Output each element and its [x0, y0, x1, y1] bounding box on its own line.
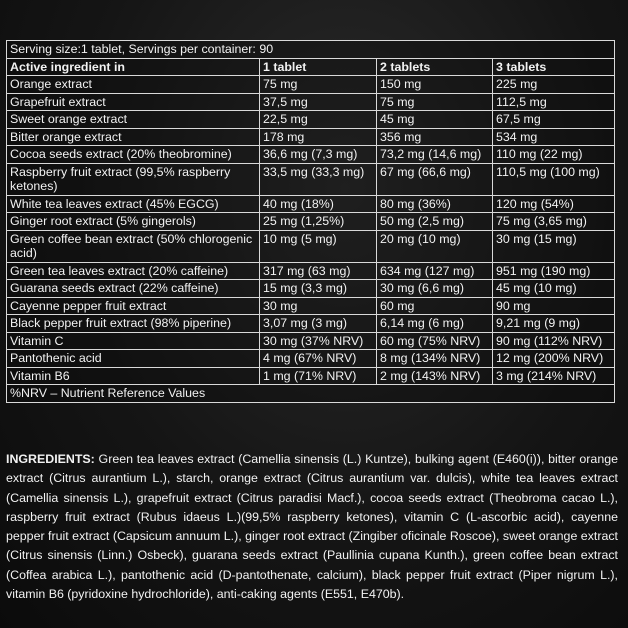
- amount-2-tablets: 73,2 mg (14,6 mg): [377, 146, 493, 164]
- amount-3-tablets: 112,5 mg: [493, 93, 615, 111]
- table-row: [7, 195, 615, 213]
- table-row: [7, 297, 615, 315]
- amount-1-tablet: 1 mg (71% NRV): [260, 367, 377, 385]
- amount-1-tablet: 10 mg (5 mg): [260, 230, 377, 262]
- ingredient-name: Green tea leaves extract (20% caffeine): [7, 262, 260, 280]
- amount-1-tablet: 33,5 mg (33,3 mg): [260, 163, 377, 195]
- ingredient-name: Bitter orange extract: [7, 128, 260, 146]
- supplement-facts-panel: [6, 40, 614, 403]
- footnote: %NRV – Nutrient Reference Values: [7, 385, 615, 403]
- amount-3-tablets: 3 mg (214% NRV): [493, 367, 615, 385]
- amount-1-tablet: 15 mg (3,3 mg): [260, 280, 377, 298]
- amount-2-tablets: 20 mg (10 mg): [377, 230, 493, 262]
- amount-1-tablet: 178 mg: [260, 128, 377, 146]
- amount-1-tablet: 317 mg (63 mg): [260, 262, 377, 280]
- amount-2-tablets: 2 mg (143% NRV): [377, 367, 493, 385]
- table-row: [7, 146, 615, 164]
- amount-2-tablets: 150 mg: [377, 76, 493, 94]
- amount-2-tablets: 80 mg (36%): [377, 195, 493, 213]
- table-row: [7, 315, 615, 333]
- amount-2-tablets: 6,14 mg (6 mg): [377, 315, 493, 333]
- ingredient-name: Vitamin B6: [7, 367, 260, 385]
- table-row: [7, 213, 615, 231]
- ingredients-text: Green tea leaves extract (Camellia sinensis (L.) Kuntze), bulking agent (E460(i)), bitter orange extract (Citrus aurantium L.), starch, orange extract (Citrus aurantium var. dulcis), white tea leaves extract (Camellia sinensis L.), grapefruit extract (Citrus paradisi Macf.), cocoa seeds extract (Theobroma cacao L.), raspberry fruit extract (Rubus idaeus L.)(99,5% raspberry ketones), vitamin C (L-ascorbic acid), cayenne pepper fruit extract (Capsicum annuum L.), ginger root extract (Zingiber oficinale Roscoe), sweet orange extract (Citrus sinensis (Linn.) Osbeck), guarana seeds extract (Paullinia cupana Kunth.), green coffee bean extract (Coffea arabica L.), pantothenic acid (D-pantothenate, calcium), black pepper fruit extract (Piper nigrum L.), vitamin B6 (pyridoxine hydrochloride), anti-caking agents (E551, E470b).: [6, 452, 618, 602]
- amount-1-tablet: 36,6 mg (7,3 mg): [260, 146, 377, 164]
- table-row: [7, 163, 615, 195]
- amount-2-tablets: 75 mg: [377, 93, 493, 111]
- amount-3-tablets: 90 mg (112% NRV): [493, 332, 615, 350]
- amount-2-tablets: 356 mg: [377, 128, 493, 146]
- ingredient-name: Green coffee bean extract (50% chlorogenic acid): [7, 230, 260, 262]
- table-row: [7, 128, 615, 146]
- table-row: [7, 350, 615, 368]
- ingredient-name: Ginger root extract (5% gingerols): [7, 213, 260, 231]
- ingredient-name: Cayenne pepper fruit extract: [7, 297, 260, 315]
- table-row: [7, 76, 615, 94]
- ingredient-name: Sweet orange extract: [7, 111, 260, 129]
- ingredients-label: INGREDIENTS:: [6, 452, 95, 466]
- serving-info: Serving size:1 tablet, Servings per container: 90: [7, 41, 615, 59]
- amount-2-tablets: 60 mg (75% NRV): [377, 332, 493, 350]
- ingredient-rows: [7, 76, 615, 385]
- table-row: [7, 230, 615, 262]
- amount-2-tablets: 30 mg (6,6 mg): [377, 280, 493, 298]
- ingredient-name: Cocoa seeds extract (20% theobromine): [7, 146, 260, 164]
- ingredients-paragraph: [6, 450, 618, 604]
- supplement-facts-table: [6, 40, 615, 403]
- amount-2-tablets: 634 mg (127 mg): [377, 262, 493, 280]
- table-row: [7, 111, 615, 129]
- amount-3-tablets: 120 mg (54%): [493, 195, 615, 213]
- amount-1-tablet: 75 mg: [260, 76, 377, 94]
- amount-1-tablet: 37,5 mg: [260, 93, 377, 111]
- amount-1-tablet: 40 mg (18%): [260, 195, 377, 213]
- ingredient-name: Guarana seeds extract (22% caffeine): [7, 280, 260, 298]
- amount-2-tablets: 67 mg (66,6 mg): [377, 163, 493, 195]
- amount-3-tablets: 110,5 mg (100 mg): [493, 163, 615, 195]
- ingredient-name: Grapefruit extract: [7, 93, 260, 111]
- amount-2-tablets: 45 mg: [377, 111, 493, 129]
- amount-2-tablets: 8 mg (134% NRV): [377, 350, 493, 368]
- header-1-tablet: 1 tablet: [260, 58, 377, 76]
- amount-1-tablet: 30 mg: [260, 297, 377, 315]
- amount-1-tablet: 22,5 mg: [260, 111, 377, 129]
- amount-3-tablets: 225 mg: [493, 76, 615, 94]
- amount-1-tablet: 3,07 mg (3 mg): [260, 315, 377, 333]
- amount-3-tablets: 951 mg (190 mg): [493, 262, 615, 280]
- header-3-tablets: 3 tablets: [493, 58, 615, 76]
- footnote-row: [7, 385, 615, 403]
- amount-3-tablets: 534 mg: [493, 128, 615, 146]
- table-row: [7, 367, 615, 385]
- header-row: [7, 58, 615, 76]
- amount-3-tablets: 67,5 mg: [493, 111, 615, 129]
- header-2-tablets: 2 tablets: [377, 58, 493, 76]
- table-row: [7, 93, 615, 111]
- ingredient-name: Black pepper fruit extract (98% piperine): [7, 315, 260, 333]
- amount-3-tablets: 45 mg (10 mg): [493, 280, 615, 298]
- ingredient-name: White tea leaves extract (45% EGCG): [7, 195, 260, 213]
- ingredient-name: Raspberry fruit extract (99,5% raspberry ketones): [7, 163, 260, 195]
- amount-3-tablets: 9,21 mg (9 mg): [493, 315, 615, 333]
- amount-3-tablets: 75 mg (3,65 mg): [493, 213, 615, 231]
- table-row: [7, 332, 615, 350]
- amount-1-tablet: 25 mg (1,25%): [260, 213, 377, 231]
- ingredient-name: Vitamin C: [7, 332, 260, 350]
- amount-3-tablets: 30 mg (15 mg): [493, 230, 615, 262]
- amount-2-tablets: 50 mg (2,5 mg): [377, 213, 493, 231]
- header-ingredient: Active ingredient in: [7, 58, 260, 76]
- ingredient-name: Orange extract: [7, 76, 260, 94]
- amount-3-tablets: 110 mg (22 mg): [493, 146, 615, 164]
- amount-1-tablet: 4 mg (67% NRV): [260, 350, 377, 368]
- ingredient-name: Pantothenic acid: [7, 350, 260, 368]
- amount-1-tablet: 30 mg (37% NRV): [260, 332, 377, 350]
- amount-2-tablets: 60 mg: [377, 297, 493, 315]
- table-row: [7, 280, 615, 298]
- amount-3-tablets: 90 mg: [493, 297, 615, 315]
- amount-3-tablets: 12 mg (200% NRV): [493, 350, 615, 368]
- table-row: [7, 262, 615, 280]
- serving-info-row: [7, 41, 615, 59]
